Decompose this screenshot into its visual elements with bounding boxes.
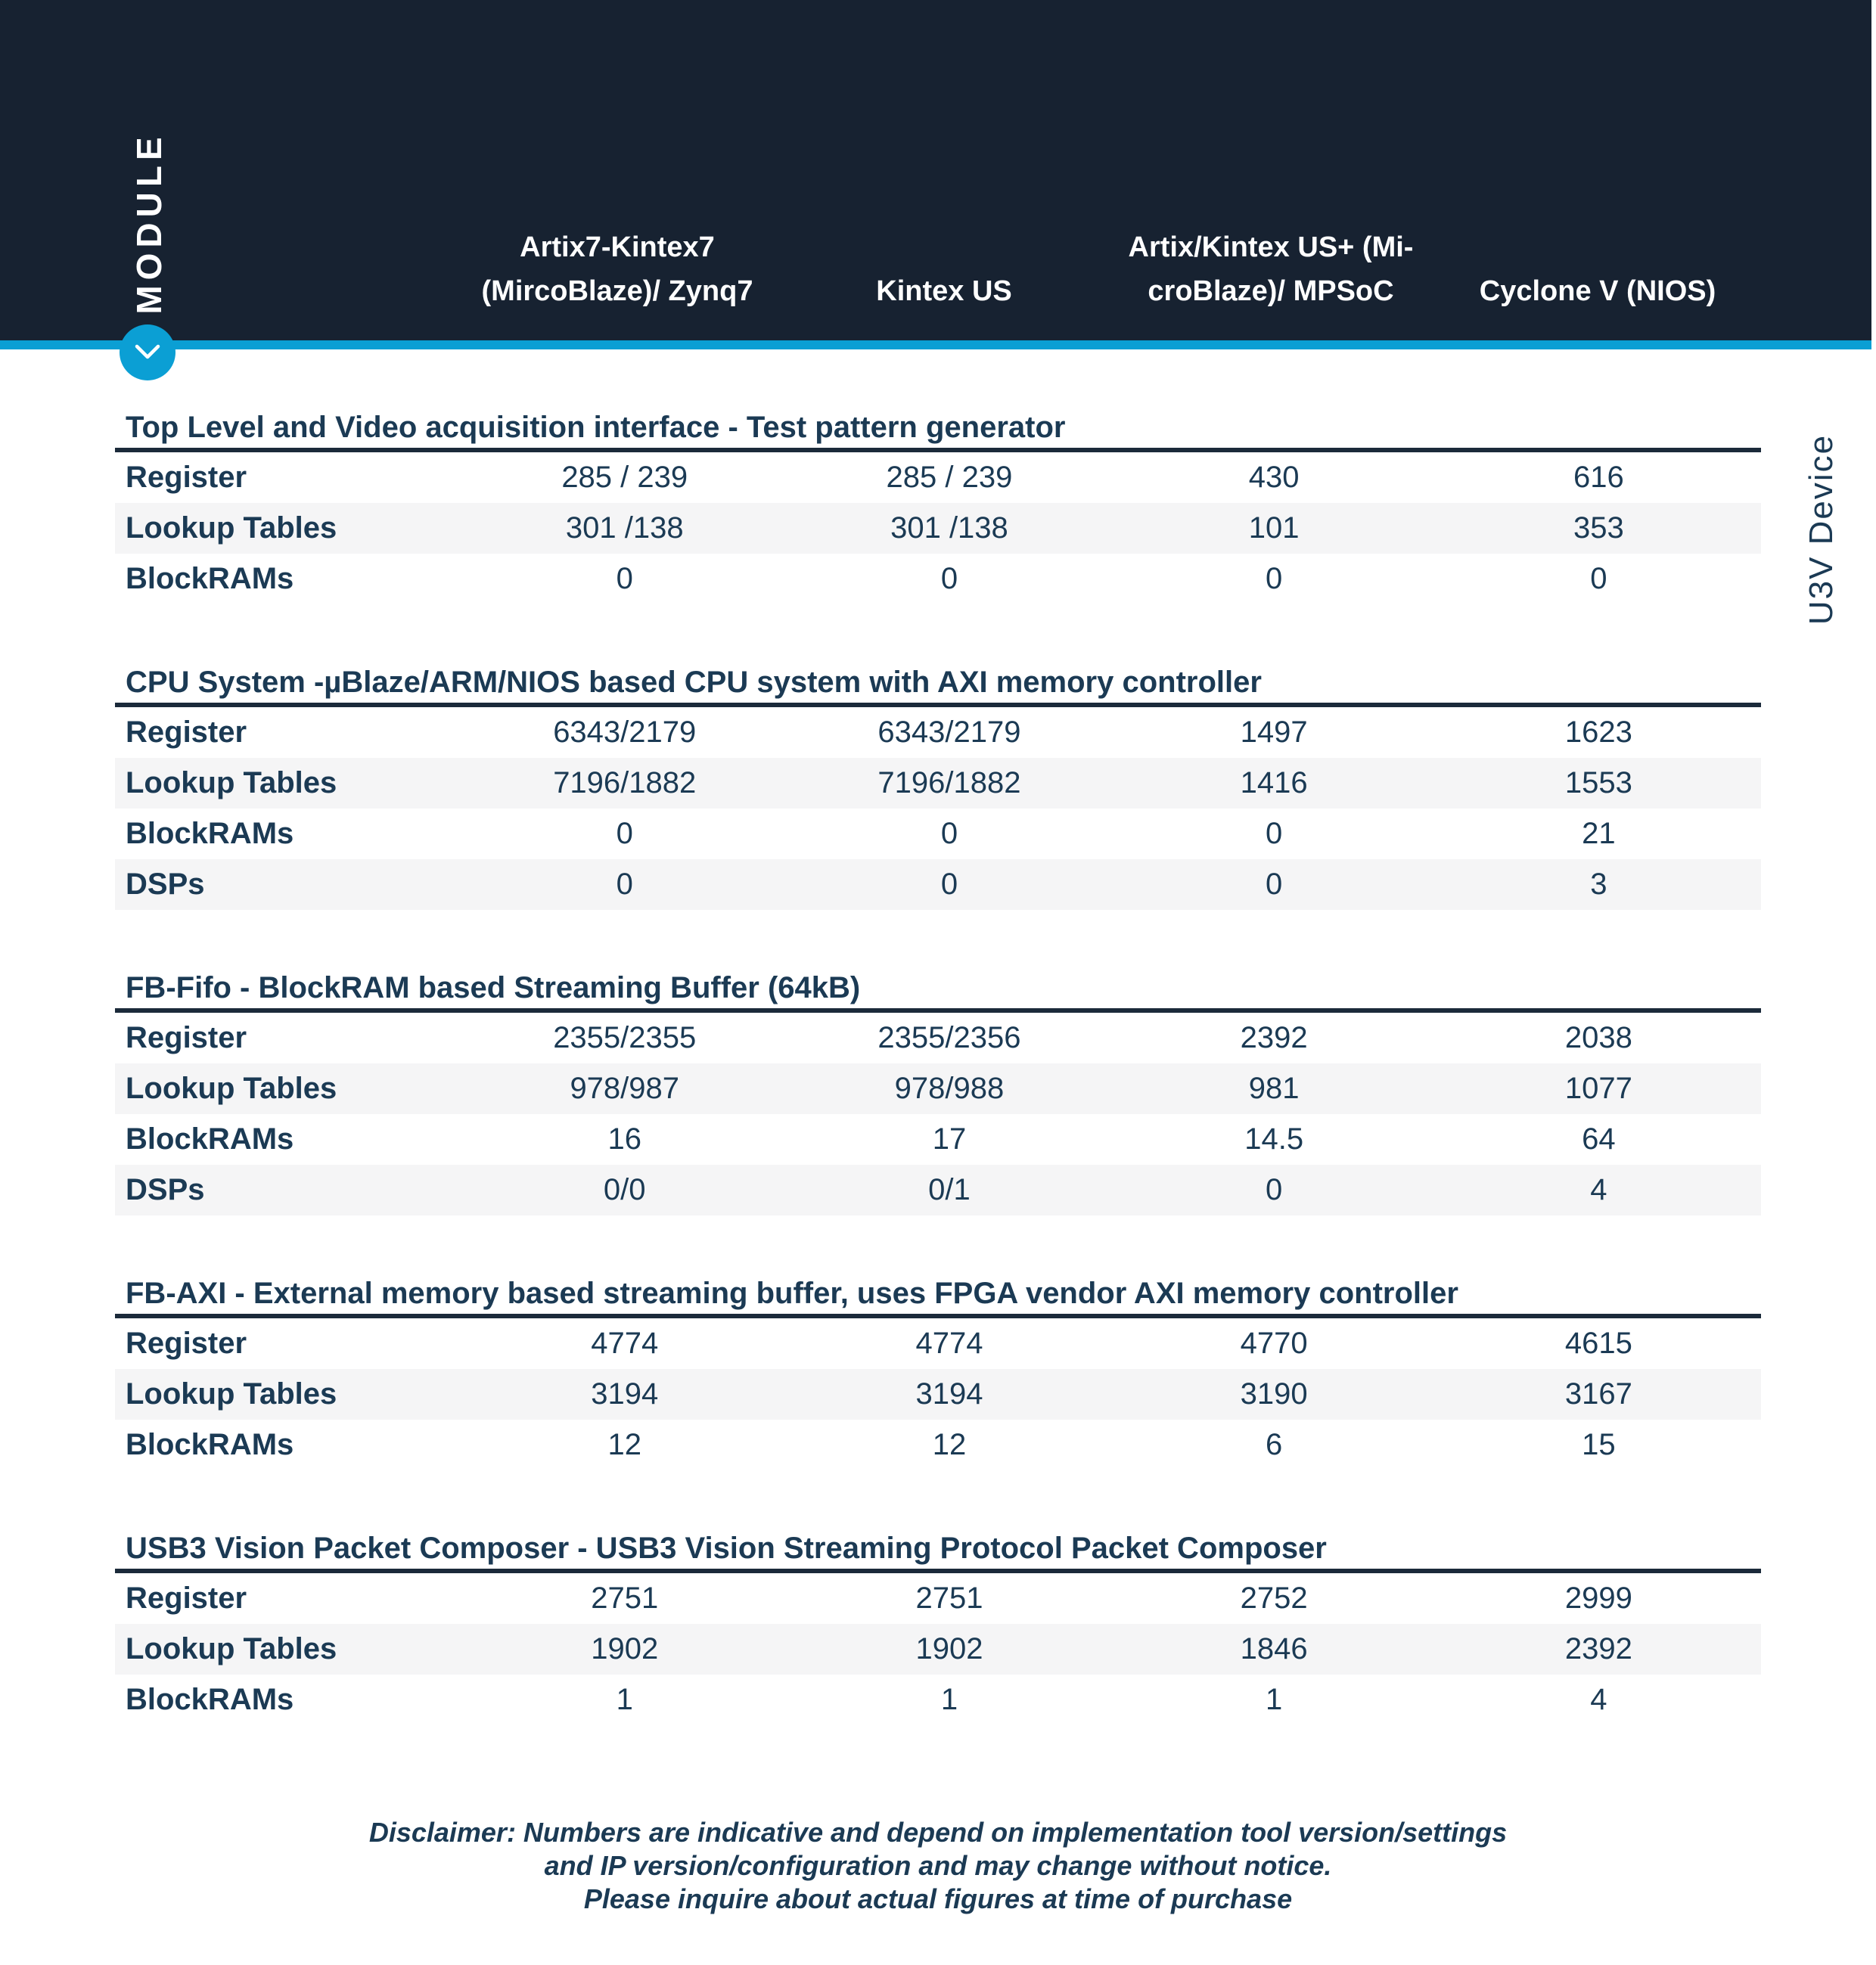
row-label: Lookup Tables (126, 1377, 337, 1411)
row-label: BlockRAMs (126, 562, 294, 595)
cell-value: 1 (940, 1683, 958, 1716)
row-label: Lookup Tables (126, 511, 337, 545)
section-title: FB-AXI - External memory based streaming buffer, uses FPGA vendor AXI memory controller (115, 1274, 1761, 1318)
cell-value: 4774 (915, 1327, 983, 1360)
cell-value: 17 (932, 1122, 967, 1156)
cell-value: 978/988 (894, 1072, 1005, 1105)
disclaimer (115, 1816, 1761, 1916)
cell-value: 430 (1248, 461, 1300, 494)
cell-value: 1 (1266, 1683, 1283, 1716)
section-cpu-system (115, 663, 1761, 910)
cell-value: 16 (607, 1122, 641, 1156)
column-header-line: croBlaze)/ MPSoC (1148, 275, 1394, 307)
cell-value: 12 (932, 1428, 967, 1461)
row-label: BlockRAMs (126, 817, 294, 850)
row-label: BlockRAMs (126, 1683, 294, 1716)
cell-value: 2751 (915, 1582, 983, 1615)
cell-value: 1846 (1240, 1632, 1308, 1665)
section-title: Top Level and Video acquisition interface - Test pattern generator (115, 408, 1761, 452)
cell-value: 981 (1248, 1072, 1300, 1105)
cell-value: 6 (1266, 1428, 1283, 1461)
cell-value: 0 (940, 562, 958, 595)
side-label-u3v-device: U3V Device (1803, 433, 1840, 626)
cell-value: 7196/1882 (877, 766, 1021, 799)
table-row (115, 809, 1761, 859)
cell-value: 3190 (1240, 1377, 1308, 1411)
cell-value: 0/0 (603, 1173, 646, 1206)
cell-value: 3194 (591, 1377, 659, 1411)
column-header-line: Artix/Kintex US+ (Mi- (1128, 231, 1414, 263)
cell-value: 2355/2356 (877, 1021, 1021, 1054)
table-row (115, 1420, 1761, 1470)
cell-value: 7196/1882 (553, 766, 697, 799)
section-title: CPU System -µBlaze/ARM/NIOS based CPU system with AXI memory controller (115, 663, 1761, 707)
cell-value: 2392 (1240, 1021, 1308, 1054)
table-content (115, 349, 1761, 1916)
cell-value: 0 (616, 868, 633, 901)
table-row (115, 758, 1761, 809)
section-title: FB-Fifo - BlockRAM based Streaming Buffer (64kB) (115, 969, 1761, 1013)
table-row (115, 1063, 1761, 1114)
cell-value: 978/987 (570, 1072, 680, 1105)
table-row (115, 707, 1761, 758)
cell-value: 301 /138 (565, 511, 684, 545)
section-title: USB3 Vision Packet Composer - USB3 Vision Streaming Protocol Packet Composer (115, 1529, 1761, 1573)
cell-value: 1497 (1240, 716, 1308, 749)
table-row (115, 1165, 1761, 1215)
table-row (115, 1573, 1761, 1624)
section-top-level (115, 408, 1761, 604)
cell-value: 2999 (1564, 1582, 1632, 1615)
cell-value: 0 (1266, 1173, 1283, 1206)
row-label: Register (126, 716, 247, 749)
column-header-artix-kintex-usplus (1107, 225, 1434, 313)
row-label: BlockRAMs (126, 1122, 294, 1156)
row-label: Lookup Tables (126, 766, 337, 799)
cell-value: 2038 (1564, 1021, 1632, 1054)
cell-value: 64 (1582, 1122, 1616, 1156)
row-label: Lookup Tables (126, 1072, 337, 1105)
cell-value: 4770 (1240, 1327, 1308, 1360)
row-label: Register (126, 1327, 247, 1360)
section-fb-fifo (115, 969, 1761, 1215)
table-row (115, 503, 1761, 554)
chevron-down-icon (133, 343, 162, 362)
column-header-line: (MircoBlaze)/ Zynq7 (481, 275, 753, 307)
cell-value: 4 (1590, 1683, 1607, 1716)
cell-value: 2752 (1240, 1582, 1308, 1615)
accent-bar (0, 340, 1871, 349)
cell-value: 12 (607, 1428, 641, 1461)
chevron-badge (120, 324, 175, 380)
table-row (115, 859, 1761, 910)
disclaimer-line: and IP version/configuration and may change without notice. (544, 1850, 1332, 1881)
cell-value: 1077 (1564, 1072, 1632, 1105)
cell-value: 0 (940, 868, 958, 901)
row-label: DSPs (126, 868, 205, 901)
cell-value: 1 (616, 1683, 633, 1716)
cell-value: 4774 (591, 1327, 659, 1360)
cell-value: 0 (616, 562, 633, 595)
cell-value: 1416 (1240, 766, 1308, 799)
column-header-kintex-us (781, 269, 1107, 313)
cell-value: 0 (1266, 817, 1283, 850)
cell-value: 6343/2179 (553, 716, 697, 749)
cell-value: 6343/2179 (877, 716, 1021, 749)
cell-value: 4615 (1564, 1327, 1632, 1360)
cell-value: 353 (1573, 511, 1624, 545)
table-row (115, 554, 1761, 604)
row-label: Register (126, 461, 247, 494)
cell-value: 21 (1582, 817, 1616, 850)
cell-value: 0 (940, 817, 958, 850)
cell-value: 2355/2355 (553, 1021, 697, 1054)
table-row (115, 1369, 1761, 1420)
table-row (115, 1318, 1761, 1369)
table-header-band (0, 0, 1871, 340)
column-header-artix7-kintex7 (454, 225, 781, 313)
table-row (115, 1013, 1761, 1063)
cell-value: 3194 (915, 1377, 983, 1411)
cell-value: 15 (1582, 1428, 1616, 1461)
row-label: DSPs (126, 1173, 205, 1206)
cell-value: 285 / 239 (886, 461, 1013, 494)
module-column-label: MODULE (129, 132, 169, 315)
cell-value: 2751 (591, 1582, 659, 1615)
cell-value: 301 /138 (890, 511, 1008, 545)
table-row (115, 1675, 1761, 1725)
section-usb3-packet-composer (115, 1529, 1761, 1725)
cell-value: 3167 (1564, 1377, 1632, 1411)
table-row (115, 1624, 1761, 1675)
disclaimer-line: Disclaimer: Numbers are indicative and depend on implementation tool version/settings (368, 1817, 1508, 1848)
cell-value: 0 (1266, 868, 1283, 901)
row-label: BlockRAMs (126, 1428, 294, 1461)
cell-value: 616 (1573, 461, 1624, 494)
section-fb-axi (115, 1274, 1761, 1470)
column-header-line: Kintex US (876, 275, 1012, 307)
cell-value: 3 (1590, 868, 1607, 901)
column-header-line: Artix7-Kintex7 (520, 231, 715, 263)
row-label: Register (126, 1021, 247, 1054)
cell-value: 0 (1266, 562, 1283, 595)
table-row (115, 1114, 1761, 1165)
row-label: Register (126, 1582, 247, 1615)
disclaimer-line: Please inquire about actual figures at time of purchase (583, 1883, 1293, 1914)
cell-value: 1902 (915, 1632, 983, 1665)
cell-value: 0 (616, 817, 633, 850)
column-header-cyclone-v (1434, 269, 1761, 313)
cell-value: 285 / 239 (561, 461, 688, 494)
cell-value: 101 (1248, 511, 1300, 545)
cell-value: 2392 (1564, 1632, 1632, 1665)
cell-value: 1553 (1564, 766, 1632, 799)
column-header-line: Cyclone V (NIOS) (1479, 275, 1716, 307)
row-label: Lookup Tables (126, 1632, 337, 1665)
cell-value: 0/1 (928, 1173, 971, 1206)
cell-value: 1902 (591, 1632, 659, 1665)
cell-value: 14.5 (1244, 1122, 1304, 1156)
cell-value: 0 (1590, 562, 1607, 595)
cell-value: 4 (1590, 1173, 1607, 1206)
table-row (115, 452, 1761, 503)
cell-value: 1623 (1564, 716, 1632, 749)
